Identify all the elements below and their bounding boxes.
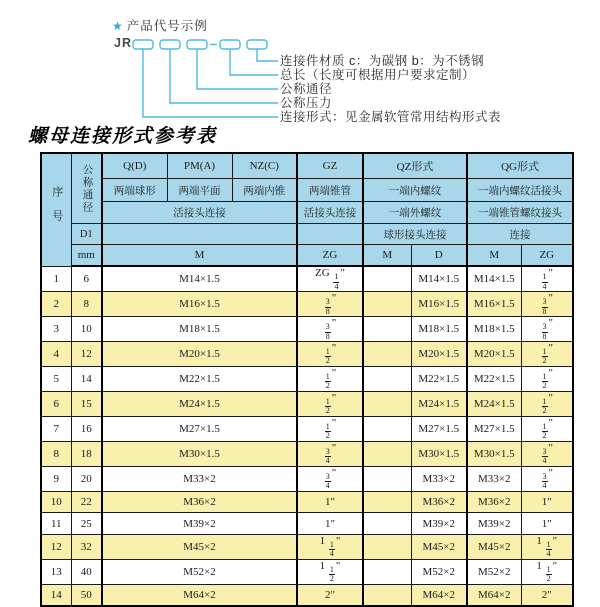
cell-gz-zg: 1" — [297, 491, 363, 513]
cell-mm: 50 — [71, 584, 102, 606]
header-qz-d: D — [411, 245, 467, 267]
cell-qg-m: M18×1.5 — [467, 316, 521, 341]
table-row — [41, 416, 573, 441]
cell-qg-m: M24×1.5 — [467, 391, 521, 416]
cell-qg-m: M36×2 — [467, 491, 521, 513]
header-serial: 序号 — [41, 153, 71, 266]
cell-qz-m — [363, 491, 411, 513]
callout-line-length — [230, 49, 278, 75]
cell-qz-m — [363, 391, 411, 416]
table-row — [41, 316, 573, 341]
cell-qg-m: M45×2 — [467, 534, 521, 559]
cell-qg-zg: 2" — [521, 584, 573, 606]
header-qg-desc-3: 连接 — [467, 224, 573, 245]
nut-connection-reference-table — [40, 152, 574, 607]
cell-qz-m — [363, 316, 411, 341]
cell-gz-zg: $\frac{3}{4}$ " — [297, 441, 363, 466]
header-qz-code: QZ形式 — [363, 153, 467, 179]
cell-qz-m — [363, 534, 411, 559]
cell-m: M16×1.5 — [102, 291, 297, 316]
callout-length: 总长（长度可根据用户要求定制） — [280, 68, 476, 82]
cell-qg-zg: $\frac{1}{2}$ " — [521, 366, 573, 391]
product-code-diagram — [0, 0, 600, 126]
header-blank-union — [102, 224, 297, 245]
callout-diameter: 公称通径 — [280, 82, 333, 96]
cell-m: M24×1.5 — [102, 391, 297, 416]
cell-gz-zg: $\frac{3}{8}$ " — [297, 291, 363, 316]
header-m-span: M — [102, 245, 297, 267]
cell-gz-zg: $\frac{3}{8}$ " — [297, 316, 363, 341]
cell-qg-zg: 1" — [521, 491, 573, 513]
header-qz-m: M — [363, 245, 411, 267]
table-body — [41, 266, 573, 606]
cell-qz-d: M16×1.5 — [411, 291, 467, 316]
header-qg-m: M — [467, 245, 521, 267]
callout-line-form — [143, 49, 278, 117]
cell-qz-m — [363, 559, 411, 584]
cell-qg-m: M27×1.5 — [467, 416, 521, 441]
cell-m: M64×2 — [102, 584, 297, 606]
cell-gz-zg: $\frac{3}{4}$ " — [297, 466, 363, 491]
table-row — [41, 534, 573, 559]
header-gz-zg: ZG — [297, 245, 363, 267]
cell-serial: 10 — [41, 491, 71, 513]
cell-qg-m: M20×1.5 — [467, 341, 521, 366]
cell-mm: 18 — [71, 441, 102, 466]
cell-qz-d: M64×2 — [411, 584, 467, 606]
cell-qz-m — [363, 291, 411, 316]
cell-qz-m — [363, 366, 411, 391]
cell-serial: 8 — [41, 441, 71, 466]
cell-serial: 5 — [41, 366, 71, 391]
cell-gz-zg: ZG $\frac{1}{4}$ " — [297, 266, 363, 291]
cell-gz-zg: $\frac{1}{2}$ " — [297, 391, 363, 416]
callout-line-pressure — [170, 49, 278, 103]
callout-pressure: 公称压力 — [280, 96, 333, 110]
cell-qg-zg: 1 $\frac{1}{2}$ " — [521, 559, 573, 584]
cell-qz-d: M39×2 — [411, 513, 467, 535]
cell-mm: 15 — [71, 391, 102, 416]
header-q-desc: 两端球形 — [102, 179, 167, 202]
cell-mm: 8 — [71, 291, 102, 316]
header-blank-gz — [297, 224, 363, 245]
cell-qz-d: M33×2 — [411, 466, 467, 491]
code-box-3 — [187, 40, 207, 49]
cell-qg-zg: $\frac{1}{4}$ " — [521, 266, 573, 291]
cell-m: M14×1.5 — [102, 266, 297, 291]
cell-qg-m: M39×2 — [467, 513, 521, 535]
cell-serial: 2 — [41, 291, 71, 316]
cell-qg-zg: 1 $\frac{1}{4}$ " — [521, 534, 573, 559]
cell-qz-m — [363, 266, 411, 291]
header-qg-code: QG形式 — [467, 153, 573, 179]
cell-mm: 25 — [71, 513, 102, 535]
table-row — [41, 366, 573, 391]
table-row — [41, 491, 573, 513]
cell-mm: 14 — [71, 366, 102, 391]
header-gz-union: 活接头连接 — [297, 202, 363, 224]
example-label: 产品代号示例 — [126, 19, 208, 33]
cell-serial: 7 — [41, 416, 71, 441]
cell-qz-d: M36×2 — [411, 491, 467, 513]
cell-qz-d: M30×1.5 — [411, 441, 467, 466]
cell-qz-m — [363, 441, 411, 466]
header-nz-code: NZ(C) — [232, 153, 297, 179]
cell-gz-zg: 2" — [297, 584, 363, 606]
cell-qz-m — [363, 466, 411, 491]
cell-m: M27×1.5 — [102, 416, 297, 441]
table-row — [41, 513, 573, 535]
cell-m: M20×1.5 — [102, 341, 297, 366]
header-qg-desc-1: 一端内螺纹活接头 — [467, 179, 573, 202]
callout-material: 连接件材质 c：为碳钢 b：为不锈钢 — [280, 54, 485, 68]
header-d1: D1 — [71, 224, 102, 245]
header-diameter: 公称通径 — [71, 153, 102, 224]
cell-qg-m: M33×2 — [467, 466, 521, 491]
cell-qg-zg: $\frac{1}{2}$ " — [521, 391, 573, 416]
cell-serial: 9 — [41, 466, 71, 491]
cell-gz-zg: 1 $\frac{1}{4}$ " — [297, 534, 363, 559]
cell-qz-m — [363, 341, 411, 366]
cell-qz-m — [363, 513, 411, 535]
header-qg-desc-2: 一端锥管螺纹接头 — [467, 202, 573, 224]
cell-mm: 32 — [71, 534, 102, 559]
cell-qg-zg: $\frac{3}{8}$ " — [521, 316, 573, 341]
cell-gz-zg: $\frac{1}{2}$ " — [297, 416, 363, 441]
cell-serial: 14 — [41, 584, 71, 606]
cell-qg-m: M64×2 — [467, 584, 521, 606]
cell-qz-d: M52×2 — [411, 559, 467, 584]
cell-qz-m — [363, 416, 411, 441]
cell-m: M36×2 — [102, 491, 297, 513]
cell-m: M39×2 — [102, 513, 297, 535]
header-nz-desc: 两端内锥 — [232, 179, 297, 202]
cell-gz-zg: $\frac{1}{2}$ " — [297, 366, 363, 391]
cell-m: M45×2 — [102, 534, 297, 559]
cell-gz-zg: 1 $\frac{1}{2}$ " — [297, 559, 363, 584]
cell-gz-zg: $\frac{1}{2}$ " — [297, 341, 363, 366]
cell-qg-zg: $\frac{3}{4}$ " — [521, 466, 573, 491]
cell-mm: 20 — [71, 466, 102, 491]
cell-qz-d: M24×1.5 — [411, 391, 467, 416]
cell-qz-d: M45×2 — [411, 534, 467, 559]
header-qg-zg: ZG — [521, 245, 573, 267]
cell-qg-m: M30×1.5 — [467, 441, 521, 466]
cell-m: M33×2 — [102, 466, 297, 491]
star-icon: ★ — [112, 19, 124, 33]
header-gz-desc: 两端锥管 — [297, 179, 363, 202]
table-row — [41, 291, 573, 316]
cell-serial: 12 — [41, 534, 71, 559]
cell-qz-d: M22×1.5 — [411, 366, 467, 391]
header-union-connection: 活接头连接 — [102, 202, 297, 224]
cell-m: M18×1.5 — [102, 316, 297, 341]
cell-qg-zg: 1" — [521, 513, 573, 535]
header-qz-desc-3: 球形接头连接 — [363, 224, 467, 245]
cell-qg-m: M22×1.5 — [467, 366, 521, 391]
code-prefix: JR — [114, 36, 132, 50]
cell-serial: 13 — [41, 559, 71, 584]
header-gz-code: GZ — [297, 153, 363, 179]
header-pm-code: PM(A) — [167, 153, 232, 179]
cell-mm: 16 — [71, 416, 102, 441]
callout-connection-form: 连接形式：见金属软管常用结构形式表 — [280, 110, 502, 124]
table-row — [41, 391, 573, 416]
table-title: 螺母连接形式参考表 — [28, 126, 218, 147]
cell-mm: 10 — [71, 316, 102, 341]
cell-qz-d: M27×1.5 — [411, 416, 467, 441]
cell-qz-d: M14×1.5 — [411, 266, 467, 291]
table-row — [41, 584, 573, 606]
header-qz-desc-2: 一端外螺纹 — [363, 202, 467, 224]
cell-mm: 22 — [71, 491, 102, 513]
cell-m: M30×1.5 — [102, 441, 297, 466]
table-row — [41, 341, 573, 366]
cell-serial: 11 — [41, 513, 71, 535]
table-row — [41, 266, 573, 291]
header-qz-desc-1: 一端内螺纹 — [363, 179, 467, 202]
cell-m: M22×1.5 — [102, 366, 297, 391]
code-box-4 — [220, 40, 240, 49]
header-pm-desc: 两端平面 — [167, 179, 232, 202]
cell-qg-zg: $\frac{1}{2}$ " — [521, 341, 573, 366]
cell-serial: 3 — [41, 316, 71, 341]
cell-serial: 1 — [41, 266, 71, 291]
cell-serial: 4 — [41, 341, 71, 366]
header-unit-mm: mm — [71, 245, 102, 267]
table-row — [41, 441, 573, 466]
cell-qg-m: M52×2 — [467, 559, 521, 584]
cell-qg-zg: $\frac{3}{8}$ " — [521, 291, 573, 316]
cell-qz-d: M18×1.5 — [411, 316, 467, 341]
cell-qg-zg: $\frac{1}{2}$ " — [521, 416, 573, 441]
code-box-1 — [133, 40, 153, 49]
cell-gz-zg: 1" — [297, 513, 363, 535]
table-row — [41, 466, 573, 491]
cell-mm: 12 — [71, 341, 102, 366]
code-box-2 — [160, 40, 180, 49]
cell-qg-zg: $\frac{3}{4}$ " — [521, 441, 573, 466]
cell-qg-m: M16×1.5 — [467, 291, 521, 316]
code-box-5 — [247, 40, 267, 49]
callout-line-diameter — [197, 49, 278, 89]
callout-line-material — [257, 49, 278, 61]
cell-serial: 6 — [41, 391, 71, 416]
cell-qz-m — [363, 584, 411, 606]
cell-m: M52×2 — [102, 559, 297, 584]
cell-mm: 6 — [71, 266, 102, 291]
cell-qz-d: M20×1.5 — [411, 341, 467, 366]
cell-qg-m: M14×1.5 — [467, 266, 521, 291]
table-row — [41, 559, 573, 584]
cell-mm: 40 — [71, 559, 102, 584]
header-q-code: Q(D) — [102, 153, 167, 179]
